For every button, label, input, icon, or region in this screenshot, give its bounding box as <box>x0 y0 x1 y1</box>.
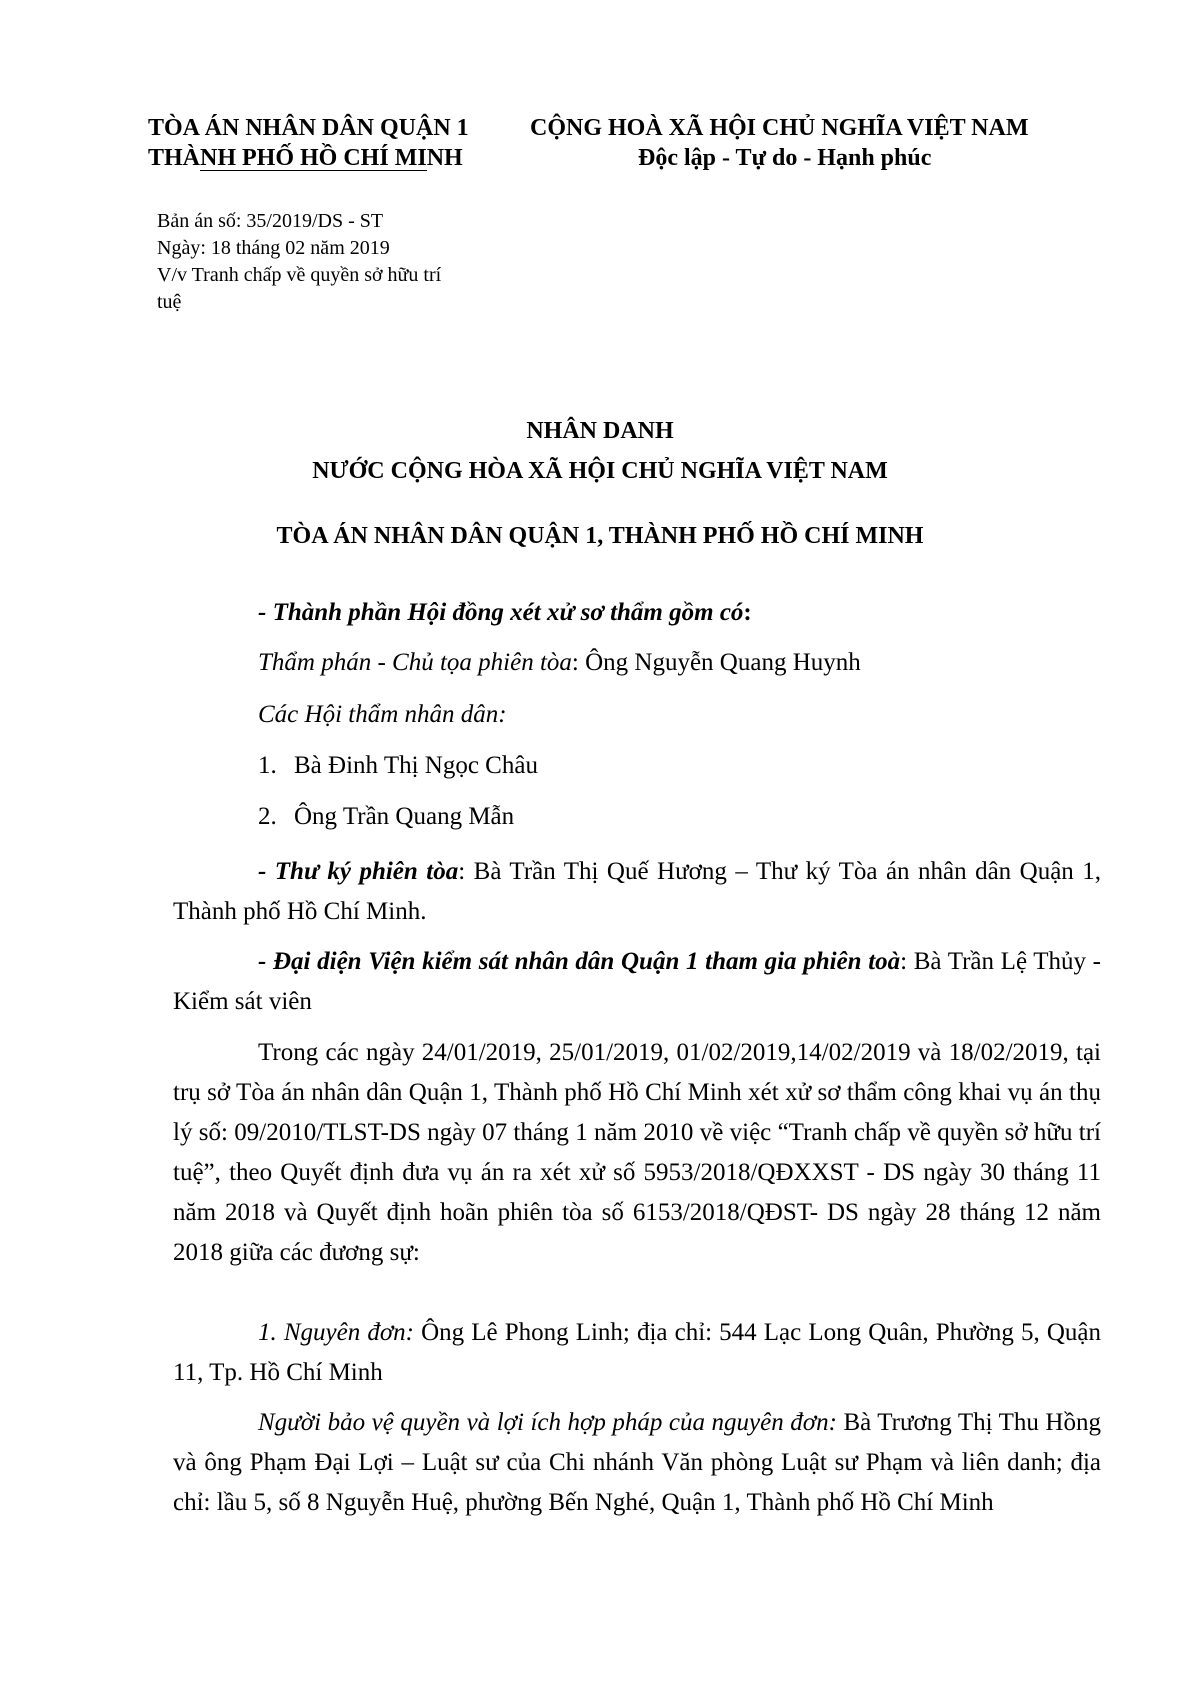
presiding-judge <box>258 646 861 680</box>
case-date: Ngày: 18 tháng 02 năm 2019 <box>157 237 390 259</box>
court-name-line1: TÒA ÁN NHÂN DÂN QUẬN 1 <box>148 115 469 141</box>
assessor-1-name: Bà Đinh Thị Ngọc Châu <box>294 752 538 779</box>
case-number: Bản án số: 35/2019/DS - ST <box>157 210 384 232</box>
case-subject-line2: tuệ <box>157 291 182 313</box>
presiding-judge-label: Thẩm phán - Chủ tọa phiên tòa <box>258 649 572 676</box>
title-in-the-name: NHÂN DANH <box>526 418 674 444</box>
counsel-text: Bà Trương Thị Thu Hồng và ông Phạm Đại Lợi – Luật sư của Chi nhánh Văn phòng Luật sư Phạm và liên danh; địa chỉ: lầu 5, số 8 Nguyễn Huệ, phường Bến Nghé, Quận 1, Thành phố Hồ Chí Minh <box>173 1409 1101 1516</box>
case-subject-line1: V/v Tranh chấp về quyền sở hữu trí <box>157 264 442 286</box>
plaintiff-text: Ông Lê Phong Linh; địa chỉ: 544 Lạc Long Quân, Phường 5, Quận 11, Tp. Hồ Chí Minh <box>173 1319 1101 1386</box>
clerk-label: - Thư ký phiên tòa <box>258 858 459 885</box>
case-meta <box>157 208 517 316</box>
clerk-paragraph <box>173 852 1101 932</box>
national-motto: Độc lập - Tự do - Hạnh phúc <box>638 145 932 171</box>
hearing-paragraph <box>173 1033 1101 1273</box>
court-line2-underlined: NH PHỐ HỒ CHÍ MI <box>200 145 427 171</box>
title-republic: NƯỚC CỘNG HÒA XÃ HỘI CHỦ NGHĨA VIỆT NAM <box>312 458 888 484</box>
counsel-label: Người bảo vệ quyền và lợi ích hợp pháp của nguyên đơn: <box>258 1409 837 1436</box>
national-title: CỘNG HOÀ XÃ HỘI CHỦ NGHĨA VIỆT NAM <box>530 115 1029 141</box>
panel-heading-label: - Thành phần Hội đồng xét xử sơ thẩm gồm có <box>258 599 744 626</box>
procuracy-label: - Đại diện Viện kiểm sát nhân dân Quận 1 tham gia phiên toà <box>258 948 901 975</box>
assessor-item-1 <box>258 749 538 783</box>
panel-heading-colon: : <box>743 599 752 626</box>
procuracy-paragraph <box>173 942 1101 1022</box>
court-line2-part-c: NH <box>426 145 463 171</box>
assessor-1-number: 1. <box>258 752 277 779</box>
title-court: TÒA ÁN NHÂN DÂN QUẬN 1, THÀNH PHỐ HỒ CHÍ MINH <box>276 523 924 549</box>
assessor-item-2 <box>258 800 514 834</box>
hearing-text: Trong các ngày 24/01/2019, 25/01/2019, 01/02/2019,14/02/2019 và 18/02/2019, tại trụ sở Tòa án nhân dân Quận 1, Thành phố Hồ Chí Minh xét xử sơ thẩm công khai vụ án thụ lý số: 09/2010/TLST-DS ngày 07 tháng 1 năm 2010 về việc “Tranh chấp về quyền sở hữu trí tuệ”, theo Quyết định đưa vụ án ra xét xử số 5953/2018/QĐXXST - DS ngày 30 tháng 11 năm 2018 và Quyết định hoãn phiên tòa số 6153/2018/QĐST- DS ngày 28 tháng 12 năm 2018 giữa các đương sự: <box>173 1039 1101 1266</box>
assessor-2-name: Ông Trần Quang Mẫn <box>294 803 515 830</box>
clerk-text: : Bà Trần Thị Quế Hương – Thư ký Tòa án nhân dân Quận 1, Thành phố Hồ Chí Minh. <box>173 858 1102 925</box>
court-name-line2 <box>148 143 463 173</box>
court-line2-part-a: THÀ <box>148 145 201 171</box>
assessor-2-number: 2. <box>258 803 277 830</box>
plaintiff-label: 1. Nguyên đơn: <box>258 1319 414 1346</box>
procuracy-text: : Bà Trần Lệ Thủy - Kiểm sát viên <box>173 948 1101 1015</box>
panel-heading <box>258 596 752 630</box>
plaintiff-paragraph <box>173 1313 1101 1393</box>
assessors-label: Các Hội thẩm nhân dân: <box>258 701 507 728</box>
counsel-paragraph <box>173 1403 1101 1523</box>
presiding-judge-name: : Ông Nguyễn Quang Huynh <box>571 649 861 676</box>
